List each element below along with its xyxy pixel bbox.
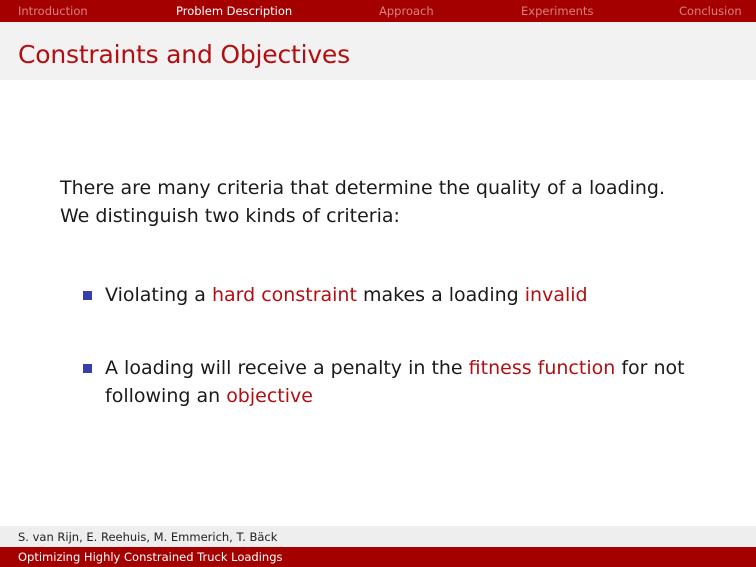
highlight-hard-constraint: hard constraint bbox=[211, 284, 357, 306]
highlight-objective: objective bbox=[226, 385, 313, 407]
footer-authors: S. van Rijn, E. Reehuis, M. Emmerich, T. Bäck bbox=[18, 530, 278, 544]
bullet-marker-icon bbox=[83, 291, 92, 300]
intro-line-2: We distinguish two kinds of criteria: bbox=[60, 205, 400, 227]
bullet-text-part: following an bbox=[105, 385, 227, 407]
slide-intro bbox=[60, 174, 665, 230]
bullet-line-2 bbox=[105, 382, 685, 410]
intro-line-1: There are many criteria that determine the quality of a loading. bbox=[60, 177, 666, 199]
bullet-text bbox=[105, 281, 588, 309]
bullet-text-part: A loading will receive a penalty in the bbox=[105, 357, 469, 379]
nav-item-introduction[interactable]: Introduction bbox=[18, 4, 88, 18]
nav-item-problem-description[interactable]: Problem Description bbox=[176, 4, 293, 18]
navigation-bar bbox=[0, 0, 756, 22]
slide-title-bar bbox=[0, 22, 756, 80]
highlight-fitness-function: fitness function bbox=[468, 357, 616, 379]
footer-authors-bar bbox=[0, 526, 756, 547]
nav-item-approach[interactable]: Approach bbox=[379, 4, 434, 18]
nav-item-conclusion[interactable]: Conclusion bbox=[679, 4, 742, 18]
highlight-invalid: invalid bbox=[524, 284, 588, 306]
bullet-text-part: for not bbox=[615, 357, 685, 379]
nav-item-experiments[interactable]: Experiments bbox=[521, 4, 594, 18]
bullet-text-part: Violating a bbox=[105, 284, 212, 306]
bullet-line-1 bbox=[105, 354, 685, 382]
bullet-text bbox=[105, 354, 685, 410]
bullet-marker-icon bbox=[83, 364, 92, 373]
slide-title: Constraints and Objectives bbox=[18, 40, 350, 69]
footer-talk-title: Optimizing Highly Constrained Truck Loadings bbox=[18, 550, 283, 564]
footer-title-bar bbox=[0, 547, 756, 567]
bullet-text-part: makes a loading bbox=[356, 284, 525, 306]
